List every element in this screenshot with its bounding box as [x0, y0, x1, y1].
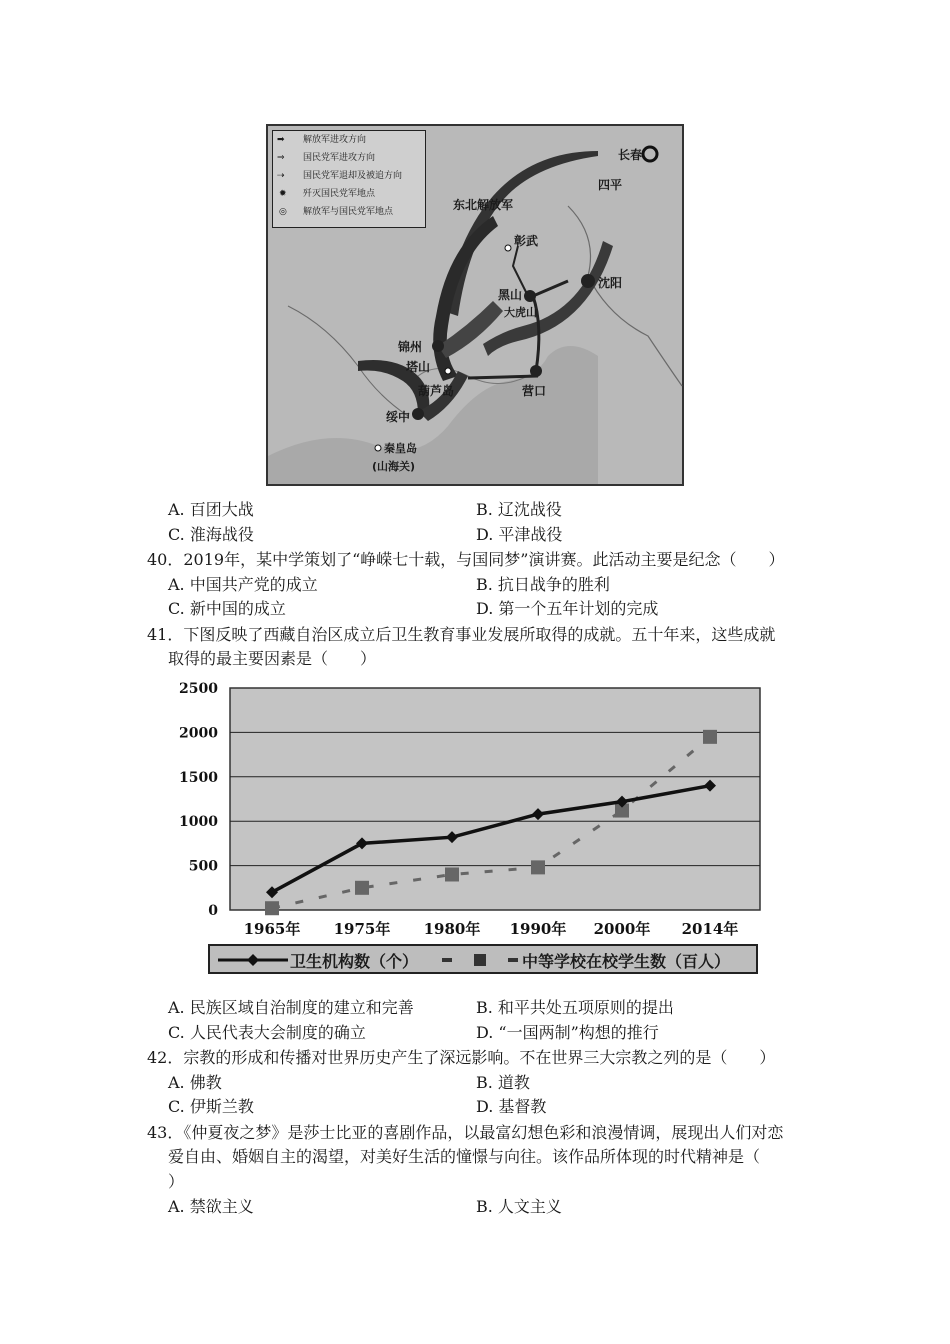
city-label: 秦皇岛 — [384, 442, 417, 455]
y-tick-label: 500 — [188, 858, 218, 875]
y-tick-label: 0 — [208, 903, 218, 919]
map-legend-row — [273, 185, 425, 203]
plot-area — [230, 688, 760, 910]
x-tick-label: 1965年 — [243, 920, 301, 938]
q41-option-d: D. “一国两制”构想的推行 — [476, 1023, 659, 1042]
city-label: 营口 — [522, 384, 547, 398]
series-b-point — [703, 730, 717, 744]
x-tick-label: 1980年 — [423, 920, 481, 938]
q41-option-c: C. 人民代表大会制度的确立 — [168, 1023, 366, 1042]
q39-option-c: C. 淮海战役 — [168, 525, 254, 544]
q42-stem: 42．宗教的形成和传播对世界历史产生了深远影响。不在世界三大宗教之列的是（ ） — [147, 1048, 776, 1067]
x-tick-label: 2014年 — [681, 920, 739, 938]
q41-option-a: A. 民族区域自治制度的建立和完善 — [168, 998, 414, 1017]
arrow-icon: ⇒ — [277, 153, 285, 163]
q39-option-d: D. 平津战役 — [476, 525, 563, 544]
x-tick-label: 1975年 — [333, 920, 391, 938]
city-label: 彰武 — [514, 234, 539, 248]
x-tick-label: 2000年 — [593, 920, 651, 938]
city-label: 长春 — [618, 148, 643, 162]
city-label: 黑山 — [498, 288, 523, 302]
q43-option-a: A. 禁欲主义 — [168, 1197, 254, 1216]
series-b-point — [265, 901, 279, 915]
arrow-icon: ⇢ — [277, 171, 285, 181]
q42-option-a: A. 佛教 — [168, 1073, 222, 1092]
series-b-point — [355, 881, 369, 895]
city-label: 沈阳 — [598, 276, 623, 290]
map-legend-row — [273, 167, 425, 185]
map-legend-label: 国民党军进攻方向 — [303, 153, 376, 163]
map-legend-row — [273, 149, 425, 167]
map-legend-row — [273, 131, 425, 149]
map-legend-label: 国民党军退却及被追方向 — [303, 171, 403, 181]
x-tick-label: 1990年 — [509, 920, 567, 938]
city-label: (山海关) — [372, 460, 416, 473]
q41-stem: 41．下图反映了西藏自治区成立后卫生教育事业发展所取得的成就。五十年来，这些成就 — [147, 625, 776, 644]
legend-series-b: 中等学校在校学生数（百人） — [522, 952, 731, 971]
city-label: 四平 — [598, 178, 623, 192]
q39-option-a: A. 百团大战 — [168, 500, 254, 519]
q40-stem: 40．2019年，某中学策划了“峥嵘七十载，与国同梦”演讲赛。此活动主要是纪念（ ） — [147, 550, 785, 569]
legend-line-diamond-icon — [218, 952, 288, 968]
q40-option-b: B. 抗日战争的胜利 — [476, 575, 610, 594]
arrow-icon: ➡ — [277, 135, 285, 145]
city-label: 东北解放军 — [453, 198, 514, 212]
y-tick-label: 2500 — [179, 681, 218, 697]
series-b-point — [531, 860, 545, 874]
series-b-point — [445, 867, 459, 881]
chart-legend — [208, 944, 758, 974]
city-label: 绥中 — [386, 410, 411, 424]
chart-svg — [179, 680, 770, 940]
map-legend-label: 解放军进攻方向 — [303, 135, 367, 145]
map-legend-row — [273, 203, 425, 221]
q39-option-b: B. 辽沈战役 — [476, 500, 562, 519]
line-chart — [179, 680, 770, 978]
city-label: 锦州 — [398, 340, 423, 354]
y-tick-label: 2000 — [179, 725, 218, 742]
map-legend-label: 解放军与国民党军地点 — [303, 207, 394, 217]
explosion-icon: ✹ — [279, 189, 287, 199]
city-label: 大虎山 — [504, 306, 537, 319]
q43-option-b: B. 人文主义 — [476, 1197, 562, 1216]
legend-series-a: 卫生机构数（个） — [290, 952, 419, 971]
q42-option-b: B. 道教 — [476, 1073, 530, 1092]
city-label: 葫芦岛 — [418, 384, 455, 398]
battle-map — [266, 124, 684, 486]
q40-option-a: A. 中国共产党的成立 — [168, 575, 318, 594]
q41-stem-continued: 取得的最主要因素是（ ） — [168, 649, 377, 668]
y-tick-label: 1500 — [179, 769, 218, 786]
q40-option-d: D. 第一个五年计划的完成 — [476, 599, 659, 618]
city-label: 塔山 — [406, 360, 431, 374]
q41-option-b: B. 和平共处五项原则的提出 — [476, 998, 674, 1017]
map-legend — [272, 130, 426, 228]
q42-option-d: D. 基督教 — [476, 1097, 547, 1116]
q43-stem-continued: 爱自由、婚姻自主的渴望，对美好生活的憧憬与向往。该作品所体现的时代精神是（ — [168, 1147, 761, 1166]
q42-option-c: C. 伊斯兰教 — [168, 1097, 254, 1116]
map-legend-label: 歼灭国民党军地点 — [303, 189, 376, 199]
q43-stem: 43．《仲夏夜之梦》是莎士比亚的喜剧作品，以最富幻想色彩和浪漫情调，展现出人们对恋 — [147, 1123, 784, 1142]
y-tick-label: 1000 — [179, 814, 218, 831]
q43-stem-paren: ） — [168, 1172, 185, 1191]
legend-dash-square-icon — [442, 952, 522, 968]
q40-option-c: C. 新中国的成立 — [168, 599, 286, 618]
target-icon: ◎ — [279, 207, 287, 217]
